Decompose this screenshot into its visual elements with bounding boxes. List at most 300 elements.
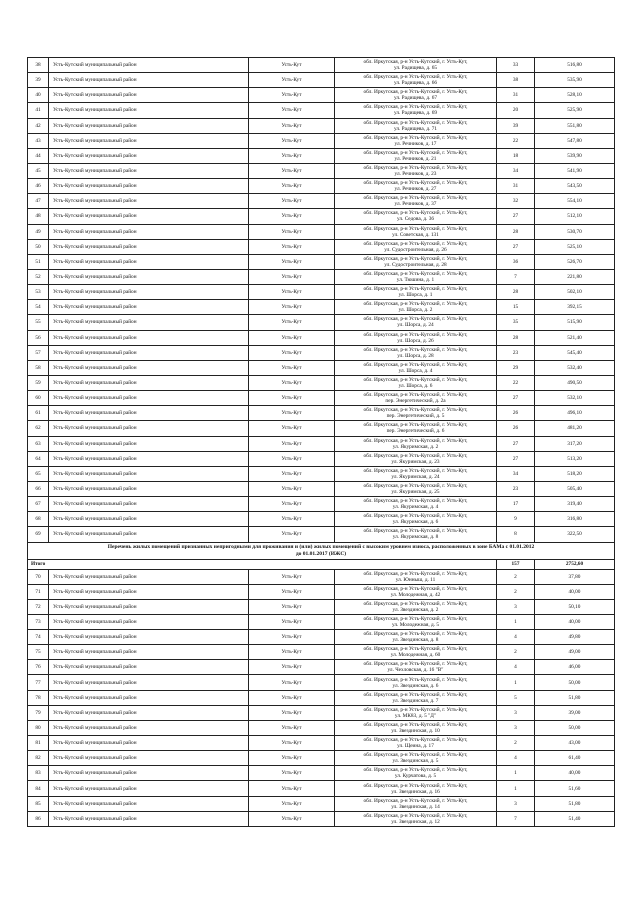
row-number-cell: 63	[28, 436, 49, 451]
address-line-2: ул. Молодежная, д. 5	[392, 621, 439, 628]
table-row	[28, 88, 615, 103]
municipal-area-cell: Усть-Кутский муниципальный район	[49, 705, 249, 720]
municipal-area-cell: Усть-Кутский муниципальный район	[49, 481, 249, 496]
area-sqm-cell: 532,40	[535, 360, 615, 375]
area-sqm-cell: 512,10	[535, 209, 615, 224]
address-line-2: ул. Звездинская, д. 7	[392, 697, 439, 704]
row-number-cell: 46	[28, 179, 49, 194]
address-cell	[335, 360, 497, 375]
residents-count-cell: 2	[497, 645, 535, 660]
total-label: Итого	[28, 559, 497, 569]
table-row	[28, 736, 615, 751]
settlement-cell: Усть-Кут	[249, 436, 335, 451]
address-line-2: ул. Якуримская, д. 24	[391, 473, 440, 480]
address-line-2: ул. Звездинская, д. 5	[392, 758, 439, 765]
area-sqm-cell: 51,40	[535, 811, 615, 826]
area-sqm-cell: 525,10	[535, 239, 615, 254]
settlement-cell: Усть-Кут	[249, 690, 335, 705]
address-line-2: ул. Судостроительная, д. 28	[384, 261, 447, 268]
address-line-2: ул. Радищева, д. 65	[393, 65, 438, 72]
settlement-cell: Усть-Кут	[249, 406, 335, 421]
table-row	[28, 497, 615, 512]
address-line-2: ул. Тюшина, д. 1	[396, 277, 435, 284]
area-sqm-cell: 43,00	[535, 736, 615, 751]
settlement-cell: Усть-Кут	[249, 751, 335, 766]
table-row	[28, 103, 615, 118]
address-line-1: обл. Иркутская, р-н Усть-Кутский, г. Усть-Кут,	[363, 286, 468, 293]
residents-count-cell: 3	[497, 796, 535, 811]
residents-count-cell: 35	[497, 315, 535, 330]
area-sqm-cell: 46,00	[535, 660, 615, 675]
area-sqm-cell: 532,10	[535, 391, 615, 406]
address-line-1: обл. Иркутская, р-н Усть-Кутский, г. Усть-Кут,	[363, 255, 468, 262]
municipal-area-cell: Усть-Кутский муниципальный район	[49, 330, 249, 345]
address-line-1: обл. Иркутская, р-н Усть-Кутский, г. Усть-Кут,	[363, 301, 468, 308]
table-body-part2	[28, 569, 615, 826]
table-row	[28, 599, 615, 614]
residents-count-cell: 2	[497, 569, 535, 584]
residents-count-cell: 27	[497, 239, 535, 254]
area-sqm-cell: 551,80	[535, 118, 615, 133]
settlement-cell: Усть-Кут	[249, 118, 335, 133]
row-number-cell: 69	[28, 527, 49, 542]
row-number-cell: 62	[28, 421, 49, 436]
address-line-1: обл. Иркутская, р-н Усть-Кутский, г. Усть-Кут,	[363, 165, 468, 172]
residents-count-cell: 3	[497, 599, 535, 614]
residents-count-cell: 27	[497, 436, 535, 451]
address-cell	[335, 766, 497, 781]
residents-count-cell: 28	[497, 285, 535, 300]
settlement-cell: Усть-Кут	[249, 391, 335, 406]
table-row	[28, 269, 615, 284]
address-cell	[335, 194, 497, 209]
address-line-2: ул. Седова, д. 36	[396, 216, 434, 223]
table-row	[28, 720, 615, 735]
table-row	[28, 690, 615, 705]
address-line-2: ул. Шорса, д. 2	[398, 307, 433, 314]
address-cell	[335, 436, 497, 451]
table-row	[28, 254, 615, 269]
table-row	[28, 315, 615, 330]
address-line-2: ул. Молодежная, д. 42	[390, 591, 441, 598]
address-line-2: ул. Якуримская, д. 25	[391, 489, 440, 495]
area-sqm-cell: 515,90	[535, 315, 615, 330]
row-number-cell: 54	[28, 300, 49, 315]
row-number-cell: 81	[28, 736, 49, 751]
residents-count-cell: 38	[497, 73, 535, 88]
residents-count-cell: 26	[497, 406, 535, 421]
address-line-2: ул. Щеина, д. 17	[397, 743, 434, 750]
address-line-1: обл. Иркутская, р-н Усть-Кутский, г. Усть-Кут,	[363, 119, 468, 126]
row-number-cell: 40	[28, 88, 49, 103]
settlement-cell: Усть-Кут	[249, 315, 335, 330]
area-sqm-cell: 322,50	[535, 527, 615, 542]
row-number-cell: 76	[28, 660, 49, 675]
table-row	[28, 481, 615, 496]
residents-count-cell: 18	[497, 148, 535, 163]
row-number-cell: 48	[28, 209, 49, 224]
row-number-cell: 71	[28, 584, 49, 599]
address-cell	[335, 705, 497, 720]
municipal-area-cell: Усть-Кутский муниципальный район	[49, 781, 249, 796]
address-line-2: ул. Советская, д. 131	[392, 231, 439, 238]
municipal-area-cell: Усть-Кутский муниципальный район	[49, 148, 249, 163]
municipal-area-cell: Усть-Кутский муниципальный район	[49, 645, 249, 660]
residents-count-cell: 22	[497, 133, 535, 148]
municipal-area-cell: Усть-Кутский муниципальный район	[49, 451, 249, 466]
row-number-cell: 45	[28, 163, 49, 178]
row-number-cell: 47	[28, 194, 49, 209]
row-number-cell: 80	[28, 720, 49, 735]
area-sqm-cell: 513,20	[535, 451, 615, 466]
housing-table	[27, 57, 615, 827]
address-line-1: обл. Иркутская, р-н Усть-Кутский, г. Усть-Кут,	[363, 646, 468, 653]
address-line-2: ул. Судостроительная, д. 26	[384, 246, 447, 253]
area-sqm-cell: 61,40	[535, 751, 615, 766]
address-line-2: ул. Звездинская, д. 14	[391, 803, 440, 810]
row-number-cell: 53	[28, 285, 49, 300]
settlement-cell: Усть-Кут	[249, 512, 335, 527]
municipal-area-cell: Усть-Кутский муниципальный район	[49, 315, 249, 330]
municipal-area-cell: Усть-Кутский муниципальный район	[49, 73, 249, 88]
residents-count-cell: 4	[497, 630, 535, 645]
row-number-cell: 51	[28, 254, 49, 269]
total-area-sqm: 2752,60	[535, 559, 615, 569]
settlement-cell: Усть-Кут	[249, 285, 335, 300]
settlement-cell: Усть-Кут	[249, 194, 335, 209]
settlement-cell: Усть-Кут	[249, 73, 335, 88]
address-line-1: обл. Иркутская, р-н Усть-Кутский, г. Усть-Кут,	[363, 797, 468, 804]
address-line-1: обл. Иркутская, р-н Усть-Кутский, г. Усть-Кут,	[363, 752, 468, 759]
address-cell	[335, 811, 497, 826]
area-sqm-cell: 505,40	[535, 481, 615, 496]
settlement-cell: Усть-Кут	[249, 736, 335, 751]
address-cell	[335, 690, 497, 705]
municipal-area-cell: Усть-Кутский муниципальный район	[49, 436, 249, 451]
municipal-area-cell: Усть-Кутский муниципальный район	[49, 614, 249, 629]
settlement-cell: Усть-Кут	[249, 630, 335, 645]
address-line-1: обл. Иркутская, р-н Усть-Кутский, г. Усть-Кут,	[363, 407, 468, 414]
table-row	[28, 360, 615, 375]
settlement-cell: Усть-Кут	[249, 345, 335, 360]
row-number-cell: 38	[28, 58, 49, 73]
row-number-cell: 44	[28, 148, 49, 163]
row-number-cell: 50	[28, 239, 49, 254]
municipal-area-cell: Усть-Кутский муниципальный район	[49, 512, 249, 527]
residents-count-cell: 15	[497, 300, 535, 315]
address-cell	[335, 391, 497, 406]
settlement-cell: Усть-Кут	[249, 527, 335, 542]
address-cell	[335, 209, 497, 224]
area-sqm-cell: 526,70	[535, 254, 615, 269]
municipal-area-cell: Усть-Кутский муниципальный район	[49, 224, 249, 239]
residents-count-cell: 17	[497, 497, 535, 512]
settlement-cell: Усть-Кут	[249, 88, 335, 103]
area-sqm-cell: 51,60	[535, 781, 615, 796]
table-row	[28, 796, 615, 811]
municipal-area-cell: Усть-Кутский муниципальный район	[49, 584, 249, 599]
address-cell	[335, 375, 497, 390]
address-line-1: обл. Иркутская, р-н Усть-Кутский, г. Усть-Кут,	[363, 89, 468, 96]
address-line-1: обл. Иркутская, р-н Усть-Кутский, г. Усть-Кут,	[363, 210, 468, 217]
table-row	[28, 512, 615, 527]
residents-count-cell: 7	[497, 811, 535, 826]
table-row	[28, 300, 615, 315]
address-line-2: ул. Звездинская, д. 12	[391, 818, 440, 825]
residents-count-cell: 26	[497, 421, 535, 436]
table-row	[28, 436, 615, 451]
address-cell	[335, 330, 497, 345]
residents-count-cell: 1	[497, 781, 535, 796]
address-cell	[335, 796, 497, 811]
row-number-cell: 60	[28, 391, 49, 406]
area-sqm-cell: 40,00	[535, 766, 615, 781]
address-line-2: ул. Шорса, д. 24	[397, 322, 434, 329]
address-line-1: обл. Иркутская, р-н Усть-Кутский, г. Усть-Кут,	[363, 240, 468, 247]
address-cell	[335, 451, 497, 466]
settlement-cell: Усть-Кут	[249, 58, 335, 73]
municipal-area-cell: Усть-Кутский муниципальный район	[49, 599, 249, 614]
municipal-area-cell: Усть-Кутский муниципальный район	[49, 497, 249, 512]
settlement-cell: Усть-Кут	[249, 451, 335, 466]
area-sqm-cell: 543,50	[535, 179, 615, 194]
municipal-area-cell: Усть-Кутский муниципальный район	[49, 239, 249, 254]
row-number-cell: 73	[28, 614, 49, 629]
settlement-cell: Усть-Кут	[249, 584, 335, 599]
area-sqm-cell: 502,10	[535, 285, 615, 300]
total-count: 157	[497, 559, 535, 569]
municipal-area-cell: Усть-Кутский муниципальный район	[49, 690, 249, 705]
address-line-2: ул. МК83, д. 5 "Д"	[394, 712, 437, 719]
municipal-area-cell: Усть-Кутский муниципальный район	[49, 163, 249, 178]
address-cell	[335, 103, 497, 118]
address-cell	[335, 179, 497, 194]
row-number-cell: 64	[28, 451, 49, 466]
table-row	[28, 569, 615, 584]
table-row	[28, 118, 615, 133]
table-row	[28, 751, 615, 766]
area-sqm-cell: 51,80	[535, 796, 615, 811]
table-row	[28, 451, 615, 466]
settlement-cell: Усть-Кут	[249, 300, 335, 315]
address-cell	[335, 736, 497, 751]
residents-count-cell: 3	[497, 720, 535, 735]
table-row	[28, 330, 615, 345]
municipal-area-cell: Усть-Кутский муниципальный район	[49, 88, 249, 103]
address-line-2: ул. Звездинская, д. 6	[392, 682, 439, 689]
row-number-cell: 49	[28, 224, 49, 239]
address-cell	[335, 421, 497, 436]
table-row	[28, 705, 615, 720]
area-sqm-cell: 37,80	[535, 569, 615, 584]
address-line-1: обл. Иркутская, р-н Усть-Кутский, г. Усть-Кут,	[363, 600, 468, 607]
row-number-cell: 77	[28, 675, 49, 690]
municipal-area-cell: Усть-Кутский муниципальный район	[49, 118, 249, 133]
municipal-area-cell: Усть-Кутский муниципальный район	[49, 254, 249, 269]
row-number-cell: 66	[28, 481, 49, 496]
settlement-cell: Усть-Кут	[249, 360, 335, 375]
residents-count-cell: 32	[497, 194, 535, 209]
residents-count-cell: 4	[497, 660, 535, 675]
settlement-cell: Усть-Кут	[249, 675, 335, 690]
section-heading-row	[28, 542, 615, 559]
row-number-cell: 39	[28, 73, 49, 88]
municipal-area-cell: Усть-Кутский муниципальный район	[49, 675, 249, 690]
address-line-1: обл. Иркутская, р-н Усть-Кутский, г. Усть-Кут,	[363, 346, 468, 353]
table-row	[28, 675, 615, 690]
address-line-1: обл. Иркутская, р-н Усть-Кутский, г. Усть-Кут,	[363, 377, 468, 384]
municipal-area-cell: Усть-Кутский муниципальный район	[49, 179, 249, 194]
settlement-cell: Усть-Кут	[249, 254, 335, 269]
address-line-2: ул. Юнныш, д. 11	[395, 576, 436, 583]
area-sqm-cell: 50,00	[535, 675, 615, 690]
table-row	[28, 645, 615, 660]
settlement-cell: Усть-Кут	[249, 466, 335, 481]
settlement-cell: Усть-Кут	[249, 375, 335, 390]
row-number-cell: 75	[28, 645, 49, 660]
settlement-cell: Усть-Кут	[249, 569, 335, 584]
municipal-area-cell: Усть-Кутский муниципальный район	[49, 421, 249, 436]
address-line-2: ул. Чехловская, д. 16 "В"	[387, 667, 444, 674]
address-line-2: ул. Речников, д. 17	[394, 140, 437, 147]
municipal-area-cell: Усть-Кутский муниципальный район	[49, 391, 249, 406]
address-line-2: ул. Якуримская, д. 6	[392, 519, 439, 526]
municipal-area-cell: Усть-Кутский муниципальный район	[49, 58, 249, 73]
residents-count-cell: 7	[497, 269, 535, 284]
row-number-cell: 65	[28, 466, 49, 481]
table-row	[28, 194, 615, 209]
area-sqm-cell: 490,50	[535, 375, 615, 390]
address-line-1: обл. Иркутская, р-н Усть-Кутский, г. Усть-Кут,	[363, 437, 468, 444]
row-number-cell: 78	[28, 690, 49, 705]
residents-count-cell: 9	[497, 512, 535, 527]
settlement-cell: Усть-Кут	[249, 421, 335, 436]
table-row	[28, 375, 615, 390]
address-line-2: ул. Звездинская, д. 10	[391, 727, 440, 734]
row-number-cell: 52	[28, 269, 49, 284]
address-line-2: ул. Якуримская, д. 2	[392, 443, 439, 450]
municipal-area-cell: Усть-Кутский муниципальный район	[49, 569, 249, 584]
area-sqm-cell: 547,80	[535, 133, 615, 148]
address-line-1: обл. Иркутская, р-н Усть-Кутский, г. Усть-Кут,	[363, 615, 468, 622]
address-line-2: ул. Шорса, д. 28	[397, 352, 434, 359]
address-cell	[335, 660, 497, 675]
area-sqm-cell: 40,00	[535, 584, 615, 599]
residents-count-cell: 28	[497, 330, 535, 345]
address-line-1: обл. Иркутская, р-н Усть-Кутский, г. Усть-Кут,	[363, 74, 468, 81]
residents-count-cell: 5	[497, 690, 535, 705]
row-number-cell: 57	[28, 345, 49, 360]
row-number-cell: 70	[28, 569, 49, 584]
address-cell	[335, 269, 497, 284]
table-body-part1	[28, 58, 615, 543]
row-number-cell: 42	[28, 118, 49, 133]
address-line-2: пер. Энергетический, д. 6	[386, 428, 445, 435]
address-line-1: обл. Иркутская, р-н Усть-Кутский, г. Усть-Кут,	[363, 631, 468, 638]
address-cell	[335, 315, 497, 330]
address-cell	[335, 720, 497, 735]
address-line-1: обл. Иркутская, р-н Усть-Кутский, г. Усть-Кут,	[363, 180, 468, 187]
settlement-cell: Усть-Кут	[249, 766, 335, 781]
residents-count-cell: 2	[497, 584, 535, 599]
address-cell	[335, 584, 497, 599]
area-sqm-cell: 525,90	[535, 103, 615, 118]
address-line-2: ул. Курчатова, д. 5	[394, 773, 437, 780]
area-sqm-cell: 518,20	[535, 466, 615, 481]
table-row	[28, 527, 615, 542]
address-line-2: ул. Якуримская, д. 23	[391, 458, 440, 465]
address-line-1: обл. Иркутская, р-н Усть-Кутский, г. Усть-Кут,	[363, 570, 468, 577]
row-number-cell: 72	[28, 599, 49, 614]
area-sqm-cell: 496,10	[535, 406, 615, 421]
table-row	[28, 179, 615, 194]
area-sqm-cell: 50,00	[535, 720, 615, 735]
address-cell	[335, 512, 497, 527]
municipal-area-cell: Усть-Кутский муниципальный район	[49, 766, 249, 781]
residents-count-cell: 20	[497, 103, 535, 118]
row-number-cell: 82	[28, 751, 49, 766]
municipal-area-cell: Усть-Кутский муниципальный район	[49, 630, 249, 645]
row-number-cell: 43	[28, 133, 49, 148]
address-line-2: ул. Радищева, д. 66	[393, 80, 438, 87]
address-cell	[335, 406, 497, 421]
area-sqm-cell: 49,80	[535, 630, 615, 645]
table-row	[28, 73, 615, 88]
row-number-cell: 85	[28, 796, 49, 811]
address-line-2: ул. Якуримская, д. 4	[392, 504, 439, 511]
address-cell	[335, 781, 497, 796]
address-cell	[335, 300, 497, 315]
residents-count-cell: 39	[497, 118, 535, 133]
settlement-cell: Усть-Кут	[249, 148, 335, 163]
row-number-cell: 68	[28, 512, 49, 527]
address-line-1: обл. Иркутская, р-н Усть-Кутский, г. Усть-Кут,	[363, 782, 468, 789]
table-row	[28, 391, 615, 406]
settlement-cell: Усть-Кут	[249, 796, 335, 811]
area-sqm-cell: 554,10	[535, 194, 615, 209]
residents-count-cell: 31	[497, 179, 535, 194]
settlement-cell: Усть-Кут	[249, 269, 335, 284]
settlement-cell: Усть-Кут	[249, 179, 335, 194]
table-row	[28, 781, 615, 796]
table-row	[28, 811, 615, 826]
address-line-1: обл. Иркутская, р-н Усть-Кутский, г. Усть-Кут,	[363, 528, 468, 535]
settlement-cell: Усть-Кут	[249, 811, 335, 826]
settlement-cell: Усть-Кут	[249, 330, 335, 345]
settlement-cell: Усть-Кут	[249, 481, 335, 496]
municipal-area-cell: Усть-Кутский муниципальный район	[49, 285, 249, 300]
address-line-1: обл. Иркутская, р-н Усть-Кутский, г. Усть-Кут,	[363, 316, 468, 323]
table-row	[28, 209, 615, 224]
address-line-1: обл. Иркутская, р-н Усть-Кутский, г. Усть-Кут,	[363, 361, 468, 368]
table-row	[28, 466, 615, 481]
address-line-1: обл. Иркутская, р-н Усть-Кутский, г. Усть-Кут,	[363, 691, 468, 698]
table-row	[28, 224, 615, 239]
total-row	[28, 559, 615, 569]
address-cell	[335, 239, 497, 254]
row-number-cell: 55	[28, 315, 49, 330]
row-number-cell: 86	[28, 811, 49, 826]
address-line-2: ул. Речников, д. 21	[394, 155, 437, 162]
municipal-area-cell: Усть-Кутский муниципальный район	[49, 796, 249, 811]
residents-count-cell: 34	[497, 163, 535, 178]
address-line-1: обл. Иркутская, р-н Усть-Кутский, г. Усть-Кут,	[363, 661, 468, 668]
municipal-area-cell: Усть-Кутский муниципальный район	[49, 103, 249, 118]
area-sqm-cell: 392,15	[535, 300, 615, 315]
address-cell	[335, 614, 497, 629]
address-line-2: ул. Звездинская, д. 8	[392, 637, 439, 644]
area-sqm-cell: 39,00	[535, 705, 615, 720]
